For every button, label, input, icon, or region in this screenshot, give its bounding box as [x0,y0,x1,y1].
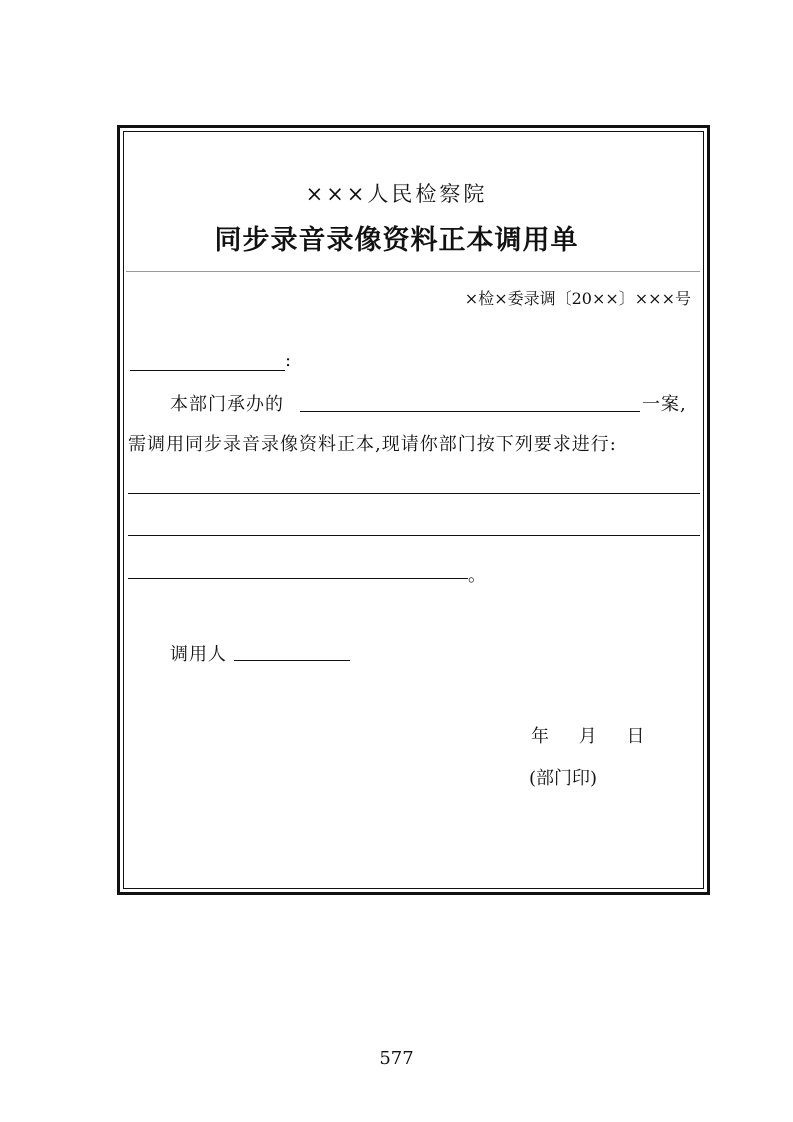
end-period: 。 [468,565,487,586]
month-label: 月 [578,726,597,747]
requester-label: 调用人 [170,644,227,665]
day-label: 日 [626,726,645,747]
year-label: 年 [531,726,549,747]
document-number: ×检×委录调〔20××〕×××号 [464,289,691,308]
request-text: 需调用同步录音录像资料正本,现请你部门按下列要求进行: [128,434,617,455]
addressee-blank [130,370,285,371]
requirement-line-1 [128,493,700,494]
department-seal-label: (部门印) [529,768,598,789]
page-number: 577 [379,1048,414,1069]
requirement-line-2 [128,535,700,536]
addressee-colon: : [285,350,293,371]
case-intro-text: 本部门承办的 [170,394,284,415]
requirement-line-3 [128,578,468,579]
case-name-blank [300,411,640,412]
requester-blank [234,660,350,661]
case-suffix-text: 一案, [642,394,687,415]
form-title: 同步录音录像资料正本调用单 [214,225,579,256]
title-divider [126,271,700,272]
date-row [531,722,644,748]
issuing-organization: ×××人民检察院 [305,182,488,206]
